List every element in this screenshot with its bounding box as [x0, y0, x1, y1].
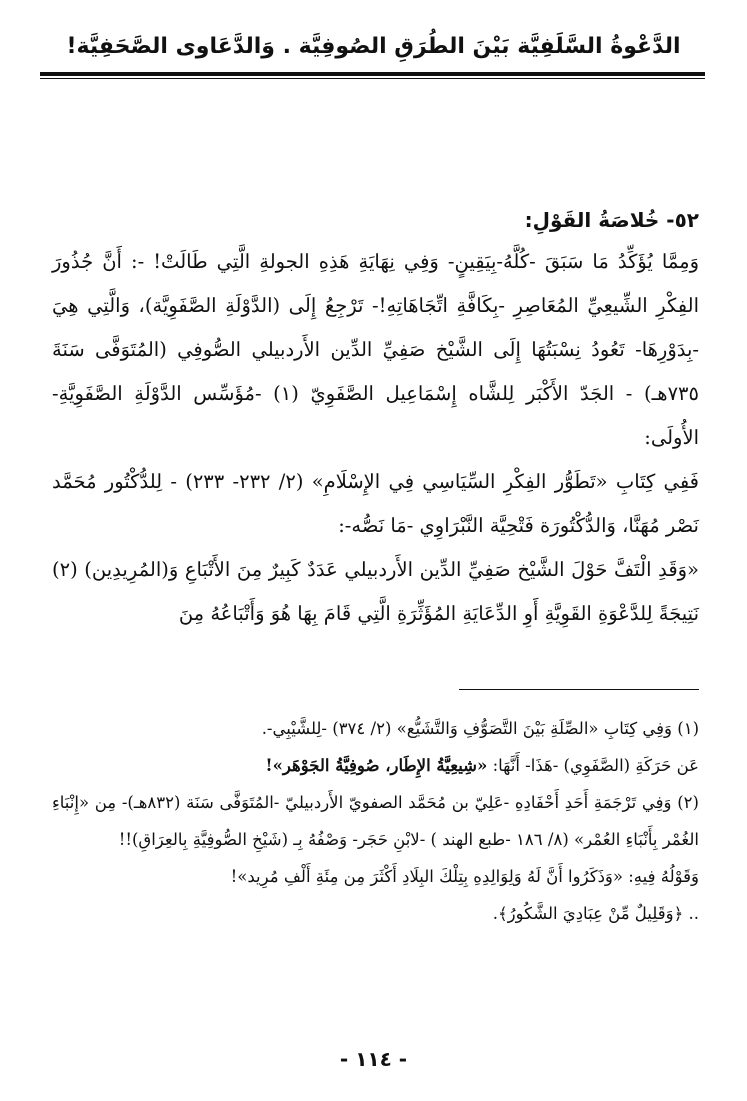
header-double-rule [40, 72, 705, 79]
footnote-separator [459, 689, 699, 690]
paragraph: وَمِمَّا يُؤَكِّدُ مَا سَبَقَ -كُلَّهُ-بِيَقِينٍ- وَفِي نِهَايَةِ هَذِهِ الجولةِ الَّتِي طَالَتْ! -: أَنَّ جُذُورَ الفِكْرِ الشِّيعِيِّ المُعَاصِرِ -بِكَافَّةِ اتِّجَاهَاتِهِ!- تَرْجِعُ إِلَى (الدَّوْلَةِ الصَّفَوِيَّة)، وَالَّتِي هِيَ -بِدَوْرِهَا- تَعُودُ نِسْبَتُهَا إِلَى الشَّيْخ صَفِيِّ الدِّين الأَردبيلي الصُّوفِي (المُتَوَفَّى سَنَةَ ٧٣٥هـ) - الجَدّ الأَكْبَر لِلشَّاه إِسْمَاعِيل الصَّفَوِيّ (١) -مُؤَسِّس الدَّوْلَةِ الصَّفَوِيَّةِ-الأُولَى: [52, 250, 699, 449]
footnote-1-quote: «شِيعِيَّةُ الإِطَار، صُوفِيَّةُ الجَوْهَر»! [265, 756, 488, 775]
page-number: - ١١٤ - [339, 1047, 408, 1071]
paragraph: «وَقَدِ الْتَفَّ حَوْلَ الشَّيْخ صَفِيِّ الدِّين الأَردبيلي عَدَدٌ كَبِيرٌ مِنَ الأَتْبَاعِ وَ(المُرِيدِين) (٢) نَتِيجَةً لِلدَّعْوَةِ القَوِيَّةِ أَوِ الدِّعَايَةِ المُؤَثِّرَةِ الَّتِي قَامَ بِهَا هُوَ وَأَتْبَاعُهُ مِنَ [52, 558, 699, 625]
section-heading: ٥٢- خُلاصَةُ القَوْلِ: [524, 208, 699, 232]
footnotes [52, 710, 699, 932]
footnote-1-continuation [52, 747, 699, 784]
footnote-2: (٢) وَفِي تَرْجَمَةِ أَحَدِ أَحْفَادِهِ -عَلِيّ بن مُحَمَّد الصفويّ الأَردبيليّ -المُتَوَفَّى سَنَة (٨٣٢هـ)- مِن «إِنْبَاءِ الغُمْر بِأَنْبَاءِ العُمْر» (٨/ ١٨٦ -طبع الهند ) -لابْنِ حَجَر- وَصْفُهُ بِـ (شَيْخِ الصُّوفِيَّةِ بِالعِرَاقِ)!! [52, 793, 699, 849]
footnote-2-quote: وَقَوْلُهُ فِيهِ: «وَذَكَرُوا أَنَّ لَهُ وَلِوَالِدِهِ بِتِلْكَ البِلَادِ أَكْثَرَ مِن مِئَةِ أَلْفِ مُرِيد»! [230, 867, 699, 886]
footnote-1-prefix: عَن حَرَكَةِ (الصَّفَوِي) -هَذَا- أَنَّهَا: [492, 756, 699, 775]
running-header-title: الدَّعْوةُ السَّلَفِيَّة بَيْنَ الطُرَقِ الصُوفِيَّة . وَالدَّعَاوى الصَّحَفِيَّة! [66, 34, 681, 59]
main-text [52, 200, 699, 636]
paragraph: فَفِي كِتَابِ «تَطَوُّر الفِكْرِ السِّيَاسِي فِي الإِسْلَامِ» (٢/ ٢٣٢- ٢٣٣) - لِلدُّكْتُور مُحَمَّد نَصْر مُهَنَّا، وَالدُّكْتُورَة فَتْحِيَّة النَّبْرَاوِي -مَا نَصُّه-: [52, 470, 700, 537]
footnote-1: (١) وَفِي كِتَابِ «الصِّلَةِ بَيْنَ التَّصَوُّفِ وَالتَّشَيُّع» (٢/ ٣٧٤) -لِلشَّيْبِي-. [261, 719, 699, 738]
quran-verse: .. ﴿وَقَلِيلٌ مِّنْ عِبَادِيَ الشَّكُورُ﴾. [492, 904, 699, 923]
